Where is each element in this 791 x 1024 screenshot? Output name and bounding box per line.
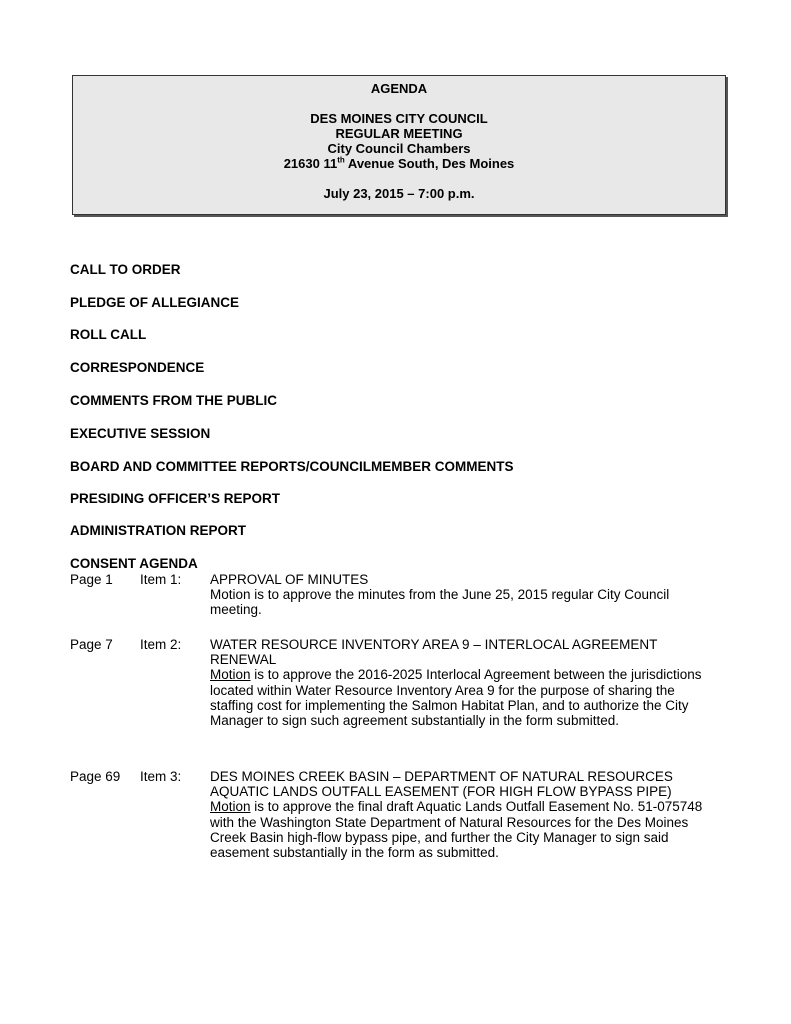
item-title: DES MOINES CREEK BASIN – DEPARTMENT OF NATURAL RESOURCES AQUATIC LANDS OUTFALL EASEMENT (FOR HIGH FLOW BYPASS PIPE) (210, 769, 673, 800)
item-title: WATER RESOURCE INVENTORY AREA 9 – INTERLOCAL AGREEMENT RENEWAL (210, 637, 658, 668)
council-name: DES MOINES CITY COUNCIL (310, 111, 488, 126)
section-pledge: PLEDGE OF ALLEGIANCE (70, 295, 240, 310)
meeting-address: 21630 11th Avenue South, Des Moines (283, 155, 515, 171)
item-page-ref: Page 7 (70, 637, 113, 652)
item-motion: Motion is to approve the 2016-2025 Interlocal Agreement between the jurisdictions located within Water Resource Inventory Area 9 for the purpose of sharing the staffing cost for implementing the Salmon Habitat Plan, and to authorize the City Manager to sign such agreement substantially in the form submitted. (210, 667, 702, 729)
section-administration: ADMINISTRATION REPORT (70, 523, 246, 538)
section-public-comments: COMMENTS FROM THE PUBLIC (70, 393, 277, 408)
section-executive-session: EXECUTIVE SESSION (70, 426, 211, 441)
item-number: Item 3: (140, 769, 182, 784)
meeting-type: REGULAR MEETING (335, 126, 463, 141)
item-number: Item 2: (140, 637, 182, 652)
item-body (210, 769, 720, 860)
item-page-ref: Page 69 (70, 769, 121, 784)
section-board-reports: BOARD AND COMMITTEE REPORTS/COUNCILMEMBER COMMENTS (70, 459, 514, 474)
section-consent-agenda: CONSENT AGENDA (70, 556, 198, 571)
meeting-date: July 23, 2015 – 7:00 p.m. (323, 186, 475, 201)
item-page-ref: Page 1 (70, 572, 113, 587)
item-motion: Motion is to approve the minutes from the June 25, 2015 regular City Council meeting. (210, 587, 670, 618)
section-presiding-officer: PRESIDING OFFICER’S REPORT (70, 491, 281, 506)
section-roll-call: ROLL CALL (70, 327, 147, 342)
item-body (210, 572, 720, 618)
section-correspondence: CORRESPONDENCE (70, 360, 205, 375)
motion-label: Motion (210, 667, 251, 683)
meeting-location: City Council Chambers (327, 141, 471, 156)
motion-label: Motion (210, 799, 251, 815)
agenda-header-box (72, 75, 726, 215)
item-body (210, 637, 720, 728)
item-motion: Motion is to approve the final draft Aquatic Lands Outfall Easement No. 51-075748 with the Washington State Department of Natural Resources for the Des Moines Creek Basin high-flow bypass pipe, and further the City Manager to sign said easement substantially in the form as submitted. (210, 799, 703, 861)
section-call-to-order: CALL TO ORDER (70, 262, 181, 277)
item-number: Item 1: (140, 572, 182, 587)
agenda-title: AGENDA (370, 81, 428, 96)
item-title: APPROVAL OF MINUTES (210, 572, 369, 587)
